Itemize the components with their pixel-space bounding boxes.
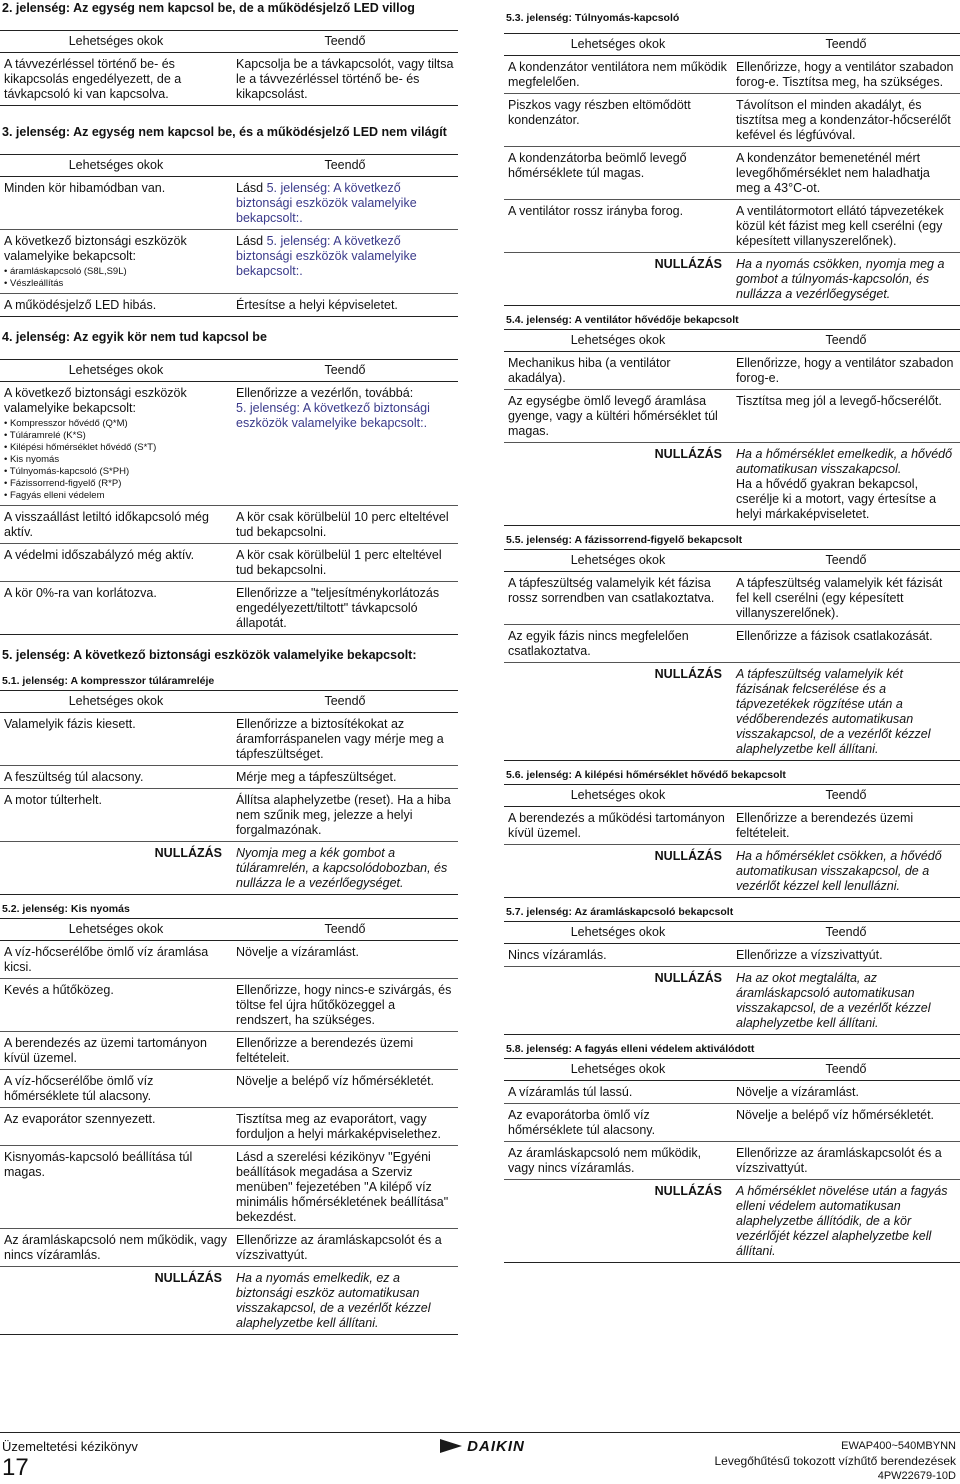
header-causes: Lehetséges okok (68, 34, 164, 48)
action-cell: Ellenőrizze az áramláskapcsolót és a vízszivattyút. (236, 1233, 442, 1262)
list-item: • Kompresszor hővédő (Q*M) (4, 418, 228, 430)
table-body (0, 53, 458, 106)
logo-mark-icon (440, 1439, 462, 1453)
reset-row (504, 844, 960, 897)
action-cell: Ellenőrizze, hogy nincs-e szivárgás, és töltse fel újra hűtőközeggel a rendszert, ha szükséges. (236, 983, 452, 1027)
cause-cell: Az evaporátor szennyezett. (4, 1112, 156, 1126)
table-header (504, 1058, 960, 1081)
list-item: • Túláramrelé (K*S) (4, 430, 228, 442)
bullet-list (4, 418, 228, 502)
action-cell: Ellenőrizze az áramláskapcsolót és a vízszivattyút. (736, 1146, 942, 1175)
header-causes: Lehetséges okok (68, 922, 164, 936)
section-title: 3. jelenség: Az egység nem kapcsol be, és a működésjelző LED nem világít (2, 125, 447, 139)
footer-right (715, 1439, 957, 1484)
action-cell: Tisztítsa meg az evaporátort, vagy forduljon a helyi márkaképviselethez. (236, 1112, 441, 1141)
table-header (504, 784, 960, 807)
table-row (504, 389, 960, 442)
cause-cell: A motor túlterhelt. (4, 793, 102, 807)
cause-cell: A kör 0%-ra van korlátozva. (4, 586, 157, 600)
header-causes: Lehetséges okok (570, 553, 666, 567)
action-cell (232, 234, 458, 290)
subsection-title: 5.1. jelenség: A kompresszor túláramreléje (2, 675, 215, 687)
cause-cell: A visszaállást letiltó időkapcsoló még aktív. (4, 510, 209, 539)
action-cell: Növelje a belépő víz hőmérsékletét. (236, 1074, 435, 1088)
action-cell: Ellenőrizze a fázisok csatlakozását. (736, 629, 933, 643)
product-description: Levegőhűtésű tokozott vízhűtő berendezések (714, 1454, 956, 1468)
cross-reference-link[interactable]: 5. jelenség: A következő biztonsági eszközök valamelyike bekapcsolt:. (236, 401, 430, 430)
cross-reference-link[interactable]: 5. jelenség: A következő biztonsági eszközök valamelyike bekapcsolt:. (236, 234, 417, 278)
page-number: 17 (2, 1454, 29, 1481)
action-cell: Távolítson el minden akadályt, és tisztítsa meg a kondenzátor-hőcserélőt kefével és légfúvóval. (736, 98, 951, 142)
cause-cell: Az egyik fázis nincs megfelelően csatlakoztatva. (508, 629, 689, 658)
action-cell: Állítsa alaphelyzetbe (reset). Ha a hiba nem szűnik meg, jelezze a helyi forgalmazónak. (236, 793, 451, 837)
model-number: EWAP400~540MBYNN (841, 1440, 956, 1452)
reset-label: NULLÁZÁS (154, 1271, 222, 1285)
action-cell: Ellenőrizze a vízszivattyút. (736, 948, 883, 962)
table-row (0, 505, 458, 543)
table-body (504, 944, 960, 1035)
reset-text-1: Ha a hőmérséklet emelkedik, a hővédő automatikusan visszakapcsol. (736, 447, 953, 476)
table-body (0, 177, 458, 317)
action-cell: Ellenőrizze a berendezés üzemi feltételeit. (736, 811, 914, 840)
reset-label: NULLÁZÁS (654, 257, 722, 271)
reset-label: NULLÁZÁS (654, 667, 722, 681)
table-row (504, 56, 960, 93)
reset-text: Ha az okot megtalálta, az áramláskapcsoló automatikusan visszakapcsol, de a vezérlőt kézzel alaphelyzetbe kell állítani. (736, 971, 931, 1030)
header-causes: Lehetséges okok (570, 333, 666, 347)
table-row (504, 1081, 960, 1103)
section-5-1 (0, 673, 458, 895)
header-action: Teendő (324, 34, 366, 48)
header-causes: Lehetséges okok (68, 158, 164, 172)
action-cell: Ellenőrizze a berendezés üzemi feltételeit. (236, 1036, 414, 1065)
cause-cell: A feszültség túl alacsony. (4, 770, 144, 784)
header-action: Teendő (825, 37, 867, 51)
cross-reference-link[interactable]: 5. jelenség: A következő biztonsági eszközök valamelyike bekapcsolt:. (236, 181, 417, 225)
reset-row (0, 841, 458, 894)
section-2 (0, 0, 458, 106)
cause-cell: Az egységbe ömlő levegő áramlása gyenge, vagy a kültéri hőmérséklet túl magas. (508, 394, 718, 438)
cause-cell: A védelmi időszabályzó még aktív. (4, 548, 195, 562)
cause-cell: A vízáramlás túl lassú. (508, 1085, 633, 1099)
right-column (504, 0, 960, 1263)
table-body (504, 56, 960, 306)
header-action: Teendő (825, 1062, 867, 1076)
subsection-title: 5.4. jelenség: A ventilátor hővédője bekapcsolt (506, 314, 739, 326)
table-header (504, 329, 960, 352)
left-column (0, 0, 458, 1335)
table-row (0, 1145, 458, 1228)
table-row (504, 1103, 960, 1141)
table-row (0, 543, 458, 581)
action-cell: A ventilátormotort ellátó tápvezetékek közül két fázist meg kell cserélni (egy képesített villanyszerelőnek). (736, 204, 944, 248)
reset-label: NULLÁZÁS (654, 849, 722, 863)
action-cell (232, 181, 458, 226)
section-title: 2. jelenség: Az egység nem kapcsol be, de a működésjelző LED villog (2, 1, 415, 15)
header-action: Teendő (825, 333, 867, 347)
table-row (504, 572, 960, 624)
reset-text: Ha a hőmérséklet csökken, a hővédő automatikusan visszakapcsol, de a vezérlőt kézzel kell lenullázni. (736, 849, 942, 893)
table-body (504, 572, 960, 761)
table-body (0, 713, 458, 895)
reset-label: NULLÁZÁS (654, 447, 722, 461)
section-4 (0, 327, 458, 635)
table-body (0, 382, 458, 635)
cause-cell: Az evaporátorba ömlő víz hőmérséklete túl alacsony. (508, 1108, 656, 1137)
subsection-title: 5.8. jelenség: A fagyás elleni védelem aktiválódott (506, 1043, 755, 1055)
bullet-list (4, 266, 228, 290)
cause-cell: A berendezés a működési tartományon kívül üzemel. (508, 811, 725, 840)
cause-cell: Az áramláskapcsoló nem működik, vagy nincs vízáramlás. (4, 1233, 228, 1262)
table-row (504, 807, 960, 844)
table-row (504, 1141, 960, 1179)
header-action: Teendő (324, 922, 366, 936)
reset-row (504, 252, 960, 305)
daikin-logo (440, 1439, 525, 1454)
header-action: Teendő (324, 363, 366, 377)
table-row (0, 978, 458, 1031)
section-5-title: 5. jelenség: A következő biztonsági eszközök valamelyike bekapcsolt: (2, 648, 417, 662)
action-text: Lásd (236, 234, 267, 248)
action-cell: Ellenőrizze, hogy a ventilátor szabadon forog-e. (736, 356, 954, 385)
table-row (0, 713, 458, 765)
header-causes: Lehetséges okok (570, 37, 666, 51)
action-cell: Növelje a belépő víz hőmérsékletét. (736, 1108, 935, 1122)
table-row (0, 229, 458, 293)
action-cell: Ellenőrizze, hogy a ventilátor szabadon forog-e. Tisztítsa meg, ha szükséges. (736, 60, 954, 89)
action-text: Lásd (236, 181, 267, 195)
table-row (0, 765, 458, 788)
table-row (0, 53, 458, 105)
table-row (504, 93, 960, 146)
reset-label: NULLÁZÁS (654, 1184, 722, 1198)
table-header (0, 359, 458, 382)
table-row (0, 1107, 458, 1145)
action-cell: Növelje a vízáramlást. (736, 1085, 859, 1099)
header-causes: Lehetséges okok (570, 925, 666, 939)
header-causes: Lehetséges okok (68, 363, 164, 377)
reset-text (732, 447, 960, 522)
action-cell: Lásd a szerelési kézikönyv "Egyéni beállítások megadása a Szerviz menüben" fejezetében "A kilépő víz minimális hőmérsékletének beállítása" bekezdést. (236, 1150, 449, 1224)
cause-cell: Piszkos vagy részben eltömődött kondenzátor. (508, 98, 691, 127)
logo-text: DAIKIN (467, 1438, 525, 1455)
reset-text: Ha a nyomás csökken, nyomja meg a gombot a túlnyomás-kapcsolón, és nullázza a vezérlőegységet. (736, 257, 945, 301)
reset-row (504, 442, 960, 525)
reset-row (504, 966, 960, 1034)
action-cell: A kör csak körülbelül 1 perc elteltével tud bekapcsolni. (236, 548, 442, 577)
table-row (504, 199, 960, 252)
table-body (504, 807, 960, 898)
action-cell: Értesítse a helyi képviseletet. (236, 298, 398, 312)
table-row (504, 624, 960, 662)
list-item: • Fagyás elleni védelem (4, 490, 228, 502)
cause-cell: A berendezés az üzemi tartományon kívül üzemel. (4, 1036, 207, 1065)
list-item: • Kilépési hőmérséklet hővédő (S*T) (4, 442, 228, 454)
action-cell (232, 386, 458, 502)
section-5-7 (504, 904, 960, 1035)
cause-cell: A ventilátor rossz irányba forog. (508, 204, 684, 218)
subsection-title: 5.6. jelenség: A kilépési hőmérséklet hővédő bekapcsolt (506, 769, 786, 781)
cause-cell: Kisnyomás-kapcsoló beállítása túl magas. (4, 1150, 193, 1179)
section-3 (0, 122, 458, 317)
table-header (504, 921, 960, 944)
reset-text: Ha a nyomás emelkedik, ez a biztonsági eszköz automatikusan visszakapcsol, de a vezérlőt kézzel alaphelyzetbe kell állítani. (236, 1271, 431, 1330)
reset-row (0, 1266, 458, 1334)
table-header (504, 549, 960, 572)
action-cell: A kör csak körülbelül 10 perc elteltével tud bekapcsolni. (236, 510, 449, 539)
table-row (504, 944, 960, 966)
table-header (0, 30, 458, 53)
header-causes: Lehetséges okok (68, 694, 164, 708)
table-row (0, 1228, 458, 1266)
action-cell: Ellenőrizze a "teljesítménykorlátozás engedélyezett/tiltott" távkapcsoló állapotát. (236, 586, 440, 630)
header-action: Teendő (825, 925, 867, 939)
table-row (0, 1031, 458, 1069)
action-cell: Növelje a vízáramlást. (236, 945, 359, 959)
table-row (0, 581, 458, 634)
table-header (0, 690, 458, 713)
reset-row (504, 1179, 960, 1262)
cause-cell: A víz-hőcserélőbe ömlő víz áramlása kicsi. (4, 945, 209, 974)
header-action: Teendő (825, 788, 867, 802)
reset-row (504, 662, 960, 760)
manual-title: Üzemeltetési kézikönyv (2, 1439, 138, 1454)
list-item: • Vészleállítás (4, 278, 228, 290)
table-row (0, 177, 458, 229)
reset-text: Nyomja meg a kék gombot a túláramrelén, a kapcsolódobozban, és nullázza le a vezérlőegységet. (236, 846, 448, 890)
cause-cell: Nincs vízáramlás. (508, 948, 607, 962)
header-action: Teendő (324, 158, 366, 172)
header-action: Teendő (324, 694, 366, 708)
header-causes: Lehetséges okok (570, 1062, 666, 1076)
subsection-title: 5.5. jelenség: A fázissorrend-figyelő bekapcsolt (506, 534, 743, 546)
document-code: 4PW22679-10D (877, 1470, 956, 1482)
cause-cell: A távvezérléssel történő be- és kikapcsolás engedélyezett, de a távkapcsoló ki van kapcsolva. (4, 57, 182, 101)
action-cell: Ellenőrizze a biztosítékokat az áramforráspanelen vagy mérje meg a tápfeszültséget. (236, 717, 444, 761)
list-item: • áramláskapcsoló (S8L,S9L) (4, 266, 228, 278)
subsection-title: 5.3. jelenség: Túlnyomás-kapcsoló (506, 12, 680, 24)
section-5-2 (0, 901, 458, 1335)
table-row (504, 146, 960, 199)
table-row (0, 293, 458, 316)
cause-cell: Minden kör hibamódban van. (4, 181, 166, 195)
cause-text: A következő biztonsági eszközök valamelyike bekapcsolt: (4, 386, 187, 415)
section-title: 4. jelenség: Az egyik kör nem tud kapcsol be (2, 330, 267, 344)
section-5-3 (504, 10, 960, 306)
cause-cell: A víz-hőcserélőbe ömlő víz hőmérséklete túl alacsony. (4, 1074, 154, 1103)
subsection-title: 5.2. jelenség: Kis nyomás (2, 903, 130, 915)
header-action: Teendő (825, 553, 867, 567)
reset-text: A hőmérséklet növelése után a fagyás elleni védelem automatikusan alaphelyzetbe állítódik, de a kör vezérlőjét kézzel alaphelyzetbe kell állítani. (736, 1184, 948, 1258)
reset-label: NULLÁZÁS (654, 971, 722, 985)
list-item: • Fázissorrend-figyelő (R*P) (4, 478, 228, 490)
action-cell: A kondenzátor bemeneténél mért levegőhőmérséklet nem haladhatja meg a 43°C-ot. (736, 151, 930, 195)
cause-cell: A kondenzátor ventilátora nem működik megfelelően. (508, 60, 727, 89)
subsection-title: 5.7. jelenség: Az áramláskapcsoló bekapcsolt (506, 906, 734, 918)
cause-cell: A működésjelző LED hibás. (4, 298, 157, 312)
table-body (504, 1081, 960, 1263)
table-row (0, 941, 458, 978)
list-item: • Túlnyomás-kapcsoló (S*PH) (4, 466, 228, 478)
section-5-5 (504, 532, 960, 761)
table-row (0, 1069, 458, 1107)
table-header (0, 154, 458, 177)
cause-cell: A tápfeszültség valamelyik két fázisa rossz sorrendben van csatlakoztatva. (508, 576, 715, 605)
reset-text-2: Ha a hővédő gyakran bekapcsol, cserélje ki a motort, vagy értesítse a helyi márkaképviseletet. (736, 477, 937, 521)
section-5-6 (504, 767, 960, 898)
cause-cell: Kevés a hűtőközeg. (4, 983, 114, 997)
table-body (504, 352, 960, 526)
cause-cell (0, 386, 232, 502)
cause-cell: Az áramláskapcsoló nem működik, vagy nincs vízáramlás. (508, 1146, 702, 1175)
cause-cell: A kondenzátorba beömlő levegő hőmérséklete túl magas. (508, 151, 687, 180)
table-row (0, 788, 458, 841)
cause-cell: Mechanikus hiba (a ventilátor akadálya). (508, 356, 671, 385)
table-header (504, 33, 960, 56)
table-row (504, 352, 960, 389)
action-cell: Kapcsolja be a távkapcsolót, vagy tiltsa le a távvezérléssel történő be- és kikapcsolást. (236, 57, 454, 101)
page-footer (0, 1432, 960, 1482)
action-text: Ellenőrizze a vezérlőn, továbbá: (236, 386, 414, 400)
header-causes: Lehetséges okok (570, 788, 666, 802)
table-header (0, 918, 458, 941)
cause-cell: Valamelyik fázis kiesett. (4, 717, 136, 731)
section-5-4 (504, 312, 960, 526)
reset-text: A tápfeszültség valamelyik két fázisának felcserélése és a tápvezetékek rögzítése után a védőberendezés automatikusan visszakapcsol, de a vezérlőt kézzel alaphelyzetbe kell állítani. (736, 667, 931, 756)
action-cell: Tisztítsa meg jól a levegő-hőcserélőt. (736, 394, 942, 408)
action-cell: A tápfeszültség valamelyik két fázisát fel kell cserélni (egy képesített villanyszerelőnek). (736, 576, 943, 620)
table-body (0, 941, 458, 1335)
reset-label: NULLÁZÁS (154, 846, 222, 860)
table-row (0, 382, 458, 505)
section-5-8 (504, 1041, 960, 1263)
list-item: • Kis nyomás (4, 454, 228, 466)
action-cell: Mérje meg a tápfeszültséget. (236, 770, 397, 784)
cause-text: A következő biztonsági eszközök valamelyike bekapcsolt: (4, 234, 187, 263)
cause-cell (0, 234, 232, 290)
